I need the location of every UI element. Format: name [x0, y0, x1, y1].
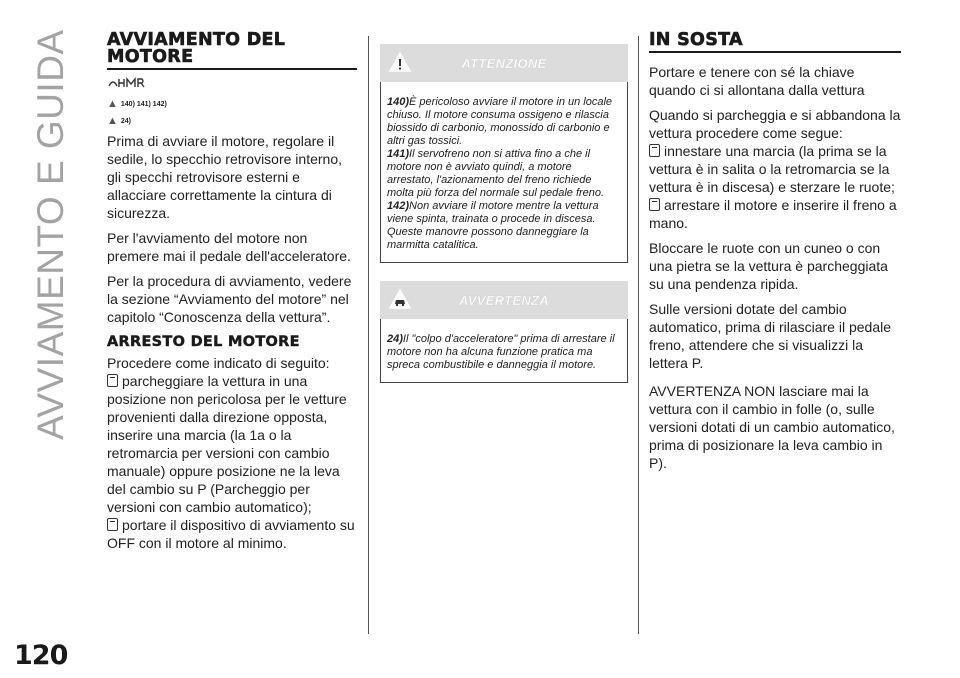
bullet-item: [649, 142, 901, 196]
notice-item: [387, 333, 621, 372]
warning-label: ATTENZIONE: [461, 56, 547, 71]
bullet-icon: [649, 144, 660, 157]
bullet-item: [107, 372, 357, 516]
warning-refs-text: 140) 141) 142): [120, 100, 167, 108]
bullet-icon: [107, 518, 118, 531]
notice-box-body: [380, 319, 628, 383]
column-parking: [649, 32, 901, 479]
bullet-icon: [649, 198, 660, 211]
notice-label: AVVERTENZA: [459, 293, 549, 308]
title-underline: [107, 68, 357, 70]
warning-box-body: [380, 82, 628, 263]
bullet-icon: [107, 374, 118, 387]
warning-refs: [107, 98, 357, 110]
paragraph: Sulle versioni dotate del cambio automatico, prima di rilasciare il pedale freno, attendere che si visualizzi la lettera P.: [649, 301, 891, 371]
notice-number: 24): [387, 333, 403, 345]
section-title: IN SOSTA: [649, 30, 743, 50]
warning-triangle-icon: ▲: [107, 98, 118, 110]
chapter-side-title-text: AVVIAMENTO E GUIDA: [30, 29, 71, 440]
paragraph: Prima di avviare il motore, regolare il sedile, lo specchio retrovisore interno, gli specchi retrovisore esterni e allacciare correttamente la cintura di sicurezza.: [107, 133, 343, 221]
bullet-item: [107, 516, 357, 552]
paragraph: Portare e tenere con sé la chiave quando ci si allontana dalla vettura: [649, 64, 865, 98]
paragraph: Per la procedura di avviamento, vedere la sezione “Avviamento del motore” nel capitolo “Conoscenza della vettura”.: [107, 273, 352, 325]
notice-refs-text: 24): [120, 117, 132, 125]
paragraph: Procedere come indicato di seguito:: [107, 355, 330, 371]
warning-number: 142): [387, 200, 410, 212]
warning-text: È pericoloso avviare il motore in un locale chiuso. Il motore consuma ossigeno e rilascia biossido di carbonio, monossido di carbonio e altri gas tossici.: [387, 96, 613, 147]
bullet-text: innestare una marcia (la prima se la vettura è in salita o la retromarcia se la vettura è in discesa) e sterzare le ruote;: [649, 143, 895, 195]
column-divider-2: [638, 36, 639, 634]
column-warnings: [380, 44, 628, 383]
paragraph: AVVERTENZA NON lasciare mai la vettura con il cambio in folle (o, sulle versioni dotati di un cambio automatico, prima di posizionare la leva cambio in P).: [649, 383, 895, 471]
hmi-logo-icon: [107, 76, 357, 94]
warning-text: Il servofreno non si attiva fino a che il motore non è avviato quindi, a motore arrestato, l'azionamento del freno richiede molta più forza del normale sul pedale freno.: [387, 148, 605, 199]
bullet-text: portare il dispositivo di avviamento su OFF con il motore al minimo.: [107, 517, 355, 551]
warning-number: 141): [387, 148, 410, 160]
section-title: AVVIAMENTO DEL MOTORE: [107, 30, 286, 67]
notice-text: Il "colpo d'acceleratore" prima di arrestare il motore non ha alcuna funzione pratica ma spreca combustibile e danneggia il motore.: [387, 333, 615, 371]
warning-box-header: [380, 44, 628, 82]
warning-item: [387, 200, 621, 252]
paragraph: Per l'avviamento del motore non premere mai il pedale dell'acceleratore.: [107, 230, 351, 264]
notice-triangle-icon: ▲: [107, 115, 118, 127]
subsection-title: ARRESTO DEL MOTORE: [107, 334, 300, 350]
page-number: 120: [14, 640, 68, 671]
warning-item: [387, 96, 621, 148]
paragraph: Bloccare le ruote con un cuneo o con una pietra se la vettura è parcheggiata su una pendenza ripida.: [649, 240, 888, 292]
title-underline: [649, 51, 901, 53]
paragraph: Quando si parcheggia e si abbandona la vettura procedere come segue:: [649, 107, 901, 141]
warning-text: Non avviare il motore mentre la vettura viene spinta, trainata o procede in discesa. Queste manovre possono danneggiare la marmitta catalitica.: [387, 200, 599, 251]
bullet-text: arrestare il motore e inserire il freno a mano.: [649, 197, 897, 231]
notice-box-header: [380, 281, 628, 319]
column-starting-engine: [107, 32, 357, 559]
bullet-item: [649, 196, 901, 232]
warning-number: 140): [387, 96, 410, 108]
notice-refs: [107, 115, 357, 127]
column-divider-1: [368, 36, 369, 634]
warning-item: [387, 148, 621, 200]
bullet-text: parcheggiare la vettura in una posizione non pericolosa per le vetture provenienti dalla direzione opposta, inserire una marcia (la 1a o la retromarcia per versioni con cambio manuale) oppure posizione ne la leva del cambio su P (Parcheggio per versioni con cambio automatico);: [107, 373, 347, 515]
